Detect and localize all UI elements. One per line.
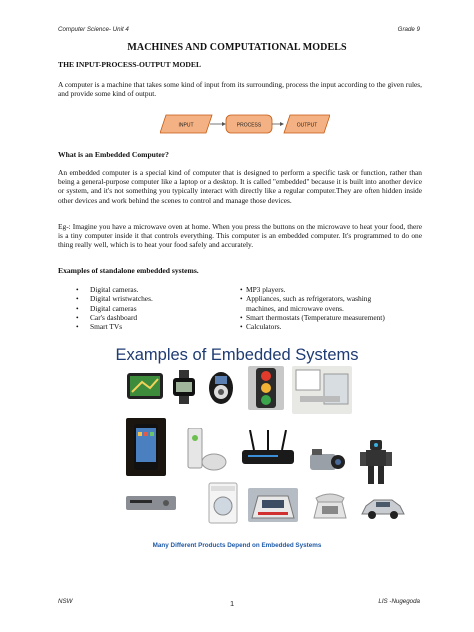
- input-label: INPUT: [178, 122, 194, 129]
- examples-left-list: [76, 285, 153, 331]
- page-header: [58, 26, 420, 33]
- list-item: [240, 322, 420, 331]
- robot-icon: [356, 438, 396, 486]
- header-left: Computer Science- Unit 4: [58, 26, 129, 33]
- footer-right: LIS -Nugegoda: [378, 598, 420, 605]
- list-item: [240, 294, 420, 313]
- smartphone-icon: [126, 418, 166, 476]
- embedded-heading: What is an Embedded Computer?: [58, 150, 169, 159]
- list-item-text: MP3 players.: [246, 285, 286, 294]
- arrow-head-2: [280, 122, 284, 126]
- embedded-example: Eg-: Imagine you have a microwave oven at home. When you press the buttons on the microwave to heat your food, there is a tiny computer inside it that controls everything. This computer is an embedded computer. It's programmed to do one thing really well, which is to heat your food safely and accurately.: [58, 222, 422, 250]
- list-item-text: Smart thermostats (Temperature measurement): [246, 312, 385, 322]
- list-item: • Digital cameras: [76, 304, 153, 313]
- footer-left: NSW: [58, 598, 73, 605]
- arrow-head-1: [222, 122, 226, 126]
- ipo-description: A computer is a machine that takes some kind of input from its surrounding, process the input according to the given rules, and provide some kind of output.: [58, 80, 422, 99]
- router-icon: [240, 430, 296, 470]
- examples-heading: Examples of standalone embedded systems.: [58, 266, 199, 275]
- process-label: PROCESS: [236, 122, 262, 129]
- list-item: [240, 285, 420, 294]
- page-title: MACHINES AND COMPUTATIONAL MODELS: [127, 42, 347, 53]
- dvd-player-icon: [126, 490, 176, 516]
- output-label: OUTPUT: [296, 122, 318, 129]
- examples-right-list: [240, 285, 420, 331]
- page-number: 1: [230, 599, 235, 608]
- page-footer: [58, 598, 420, 608]
- camcorder-icon: [306, 446, 346, 476]
- header-right: Grade 9: [397, 26, 420, 33]
- list-item: • Digital cameras.: [76, 285, 153, 294]
- list-item-continuation: machines, and microwave ovens.: [246, 303, 344, 313]
- list-item-text: Appliances, such as refrigerators, washing: [246, 294, 372, 304]
- train-icon: [248, 488, 298, 522]
- ipo-diagram: [160, 113, 330, 135]
- figure-caption: Many Different Products Depend on Embedded Systems: [152, 542, 322, 549]
- game-console-icon: [184, 428, 228, 474]
- washing-machine-icon: [208, 482, 238, 524]
- gps-icon: [124, 370, 166, 402]
- mp3-player-icon: [204, 368, 238, 406]
- figure-title: Examples of Embedded Systems: [115, 346, 359, 364]
- car-icon: [360, 494, 406, 522]
- telephone-icon: [310, 488, 350, 522]
- ipo-heading: THE INPUT-PROCESS-OUTPUT MODEL: [58, 60, 202, 69]
- watch-icon: [170, 370, 198, 404]
- medical-equipment-icon: [292, 366, 352, 414]
- embedded-systems-image-grid: [124, 366, 424, 534]
- list-item-text: Calculators.: [246, 322, 282, 332]
- list-item: [240, 313, 420, 322]
- list-item: • Smart TVs: [76, 322, 153, 331]
- embedded-description: An embedded computer is a special kind of computer that is designed to perform a specific task or function, rather than being a general-purpose computer like a laptop or a desktop. It is called "embedded" because it is built into another device or system, and it's not something you typically interact with directly like a regular computer.They are often hidden inside other devices and work behind the scenes to control and manage those devices.: [58, 168, 422, 205]
- list-item: • Digital wristwatches.: [76, 294, 153, 303]
- list-item: • Car's dashboard: [76, 313, 153, 322]
- traffic-light-icon: [248, 366, 284, 410]
